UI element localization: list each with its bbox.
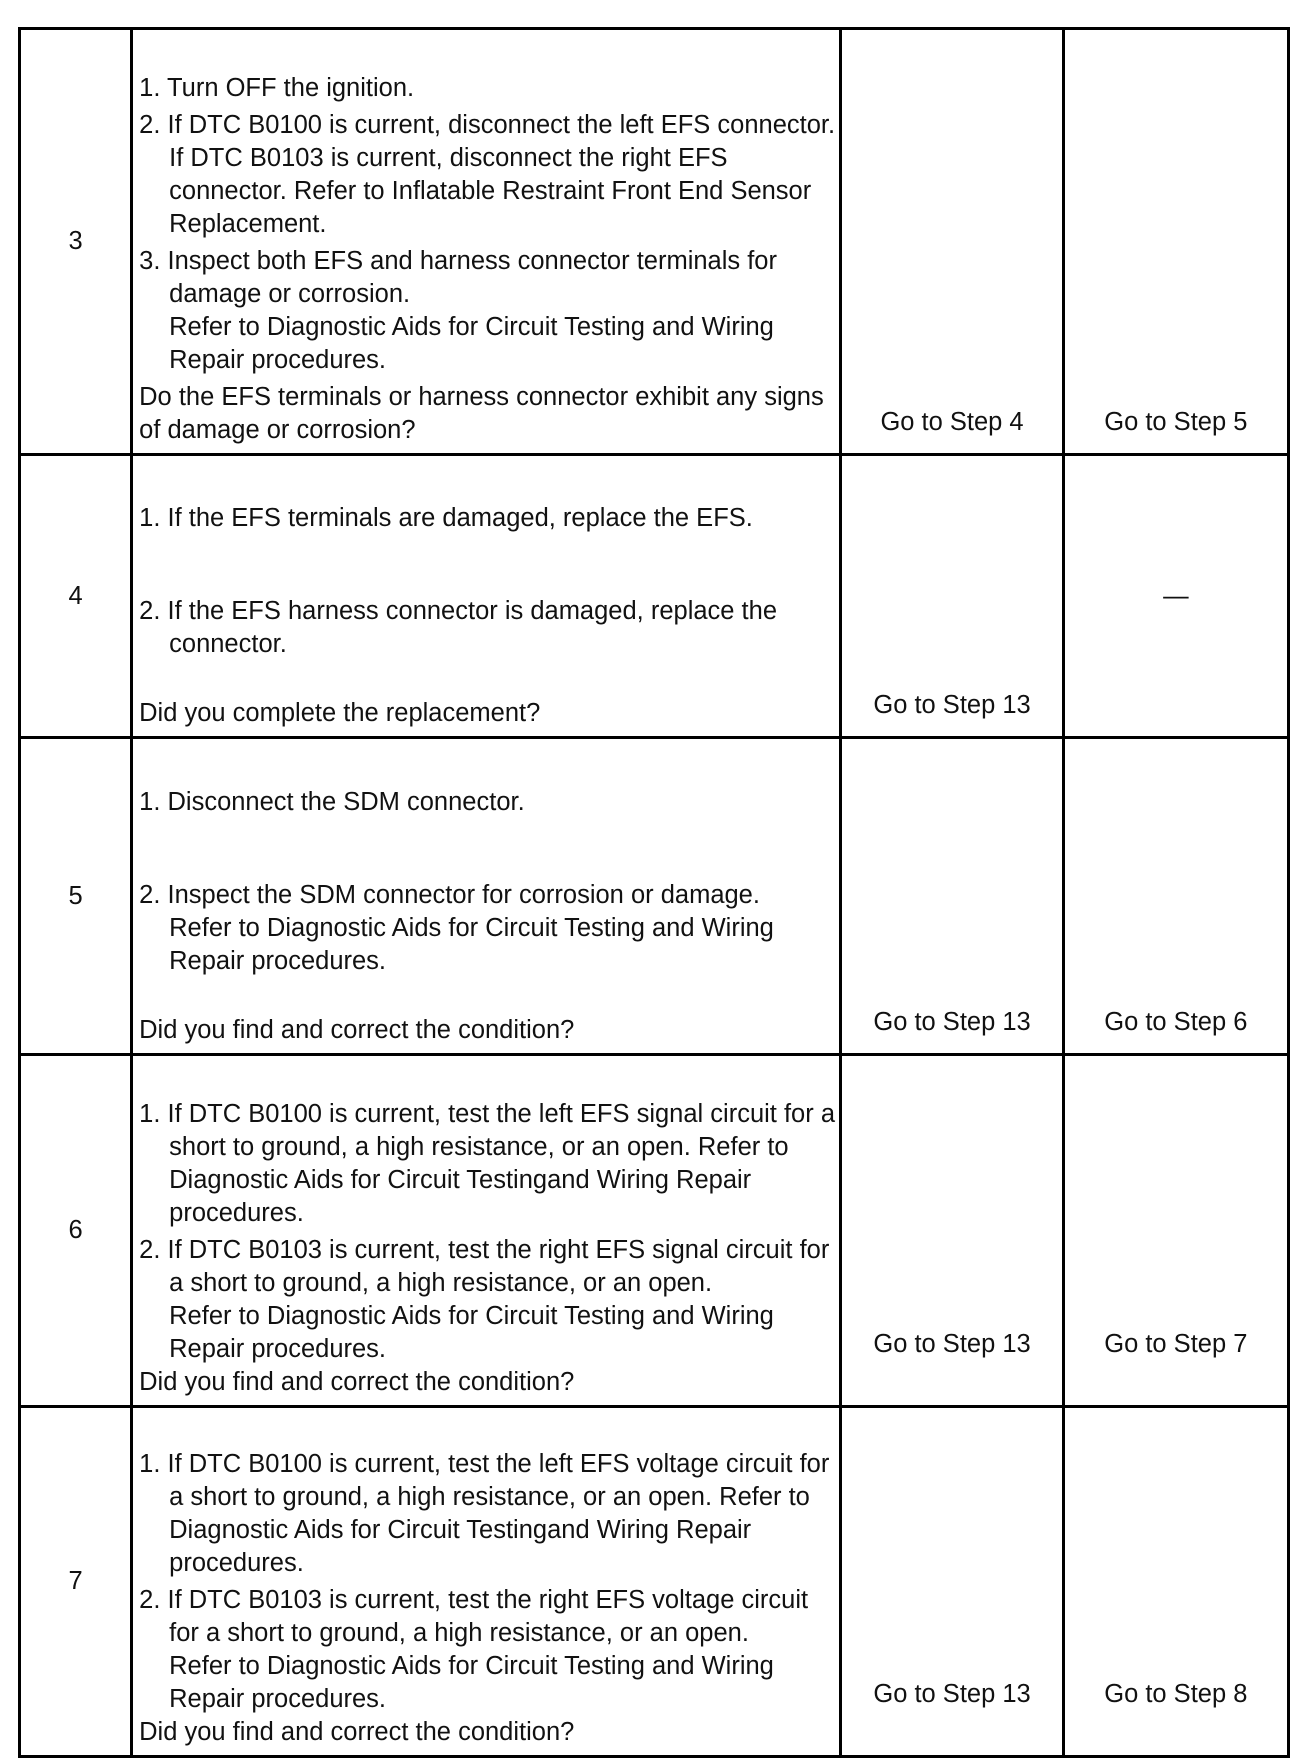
action-question: Did you find and correct the condition? — [139, 1368, 575, 1396]
action-item: 1. If the EFS terminals are damaged, replace the EFS. — [139, 504, 753, 532]
action-note: Refer to Diagnostic Aids for Circuit Testing and Wiring Repair procedures. — [169, 313, 774, 374]
yes-result: Go to Step 13 — [841, 1055, 1063, 1407]
no-result: Go to Step 5 — [1063, 29, 1288, 455]
action-question: Do the EFS terminals or harness connector exhibit any signs of damage or corrosion? — [139, 383, 824, 444]
no-result-dash: — — [1063, 455, 1288, 738]
no-result: Go to Step 8 — [1063, 1407, 1288, 1757]
step-number: 7 — [20, 1407, 132, 1757]
action-item: 3. Inspect both EFS and harness connector terminals for damage or corrosion. — [139, 247, 777, 308]
action-item: 2. If DTC B0100 is current, disconnect the left EFS connector. If DTC B0103 is current, disconnect the right EFS connector. Refer to Inflatable Restraint Front End Sensor Replacement. — [139, 111, 836, 238]
action-item: 1. Disconnect the SDM connector. — [139, 788, 525, 816]
yes-result: Go to Step 13 — [841, 738, 1063, 1055]
table-row-step-3 — [20, 29, 1289, 455]
action-item: 1. Turn OFF the ignition. — [139, 74, 415, 102]
action-item: 1. If DTC B0100 is current, test the left EFS voltage circuit for a short to ground, a high resistance, or an open. Refer to Diagnostic Aids for Circuit Testingand Wiring Repair procedures. — [139, 1450, 830, 1577]
action-note: Refer to Diagnostic Aids for Circuit Testing and Wiring Repair procedures. — [169, 914, 774, 975]
action-cell — [132, 455, 841, 738]
yes-result: Go to Step 13 — [841, 455, 1063, 738]
action-item: 2. If the EFS harness connector is damaged, replace the connector. — [139, 597, 778, 658]
action-item: 2. If DTC B0103 is current, test the right EFS voltage circuit for a short to ground, a high resistance, or an open. — [139, 1586, 809, 1647]
table-row-step-5 — [20, 738, 1289, 1055]
diagnostic-table — [18, 27, 1290, 1758]
action-cell — [132, 1407, 841, 1757]
yes-result: Go to Step 13 — [841, 1407, 1063, 1757]
table-row-step-4 — [20, 455, 1289, 738]
action-question: Did you find and correct the condition? — [139, 1718, 575, 1746]
step-number: 3 — [20, 29, 132, 455]
action-cell — [132, 1055, 841, 1407]
step-number: 5 — [20, 738, 132, 1055]
action-cell — [132, 29, 841, 455]
table-row-step-7 — [20, 1407, 1289, 1757]
action-question: Did you find and correct the condition? — [139, 1016, 575, 1044]
action-item: 1. If DTC B0100 is current, test the left EFS signal circuit for a short to ground, a high resistance, or an open. Refer to Diagnostic Aids for Circuit Testingand Wiring Repair procedures. — [139, 1100, 835, 1227]
action-cell — [132, 738, 841, 1055]
action-item: 2. Inspect the SDM connector for corrosion or damage. — [139, 881, 760, 909]
no-result: Go to Step 7 — [1063, 1055, 1288, 1407]
action-item: 2. If DTC B0103 is current, test the right EFS signal circuit for a short to ground, a high resistance, or an open. — [139, 1236, 830, 1297]
table-row-step-6 — [20, 1055, 1289, 1407]
step-number: 4 — [20, 455, 132, 738]
action-question: Did you complete the replacement? — [139, 699, 541, 727]
step-number: 6 — [20, 1055, 132, 1407]
yes-result: Go to Step 4 — [841, 29, 1063, 455]
action-note: Refer to Diagnostic Aids for Circuit Testing and Wiring Repair procedures. — [169, 1302, 774, 1363]
action-note: Refer to Diagnostic Aids for Circuit Testing and Wiring Repair procedures. — [169, 1652, 774, 1713]
no-result: Go to Step 6 — [1063, 738, 1288, 1055]
